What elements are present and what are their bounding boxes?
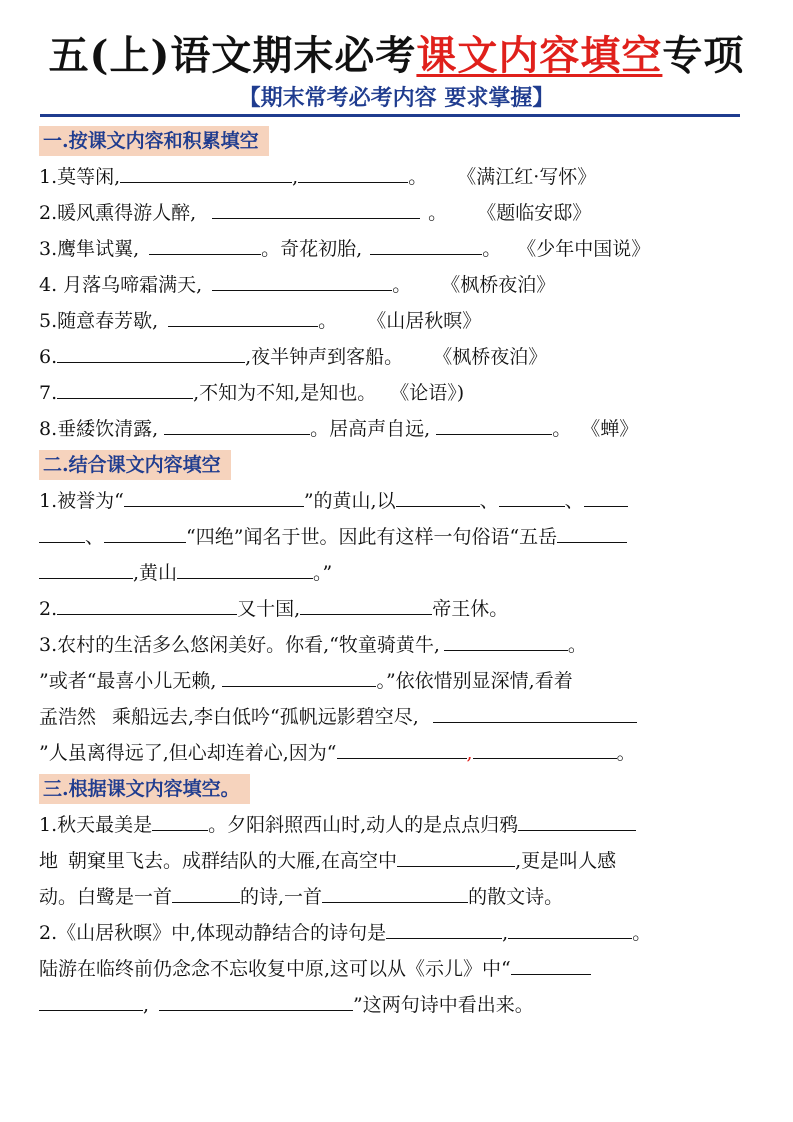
question-text: ,更是叫人感 [515, 850, 617, 872]
answer-blank[interactable] [518, 812, 636, 831]
question-text: , [502, 922, 509, 944]
question-line [39, 848, 616, 874]
question-line [39, 920, 651, 946]
question-text: 。夕阳斜照西山时,动人的是点点归鸦 [208, 814, 519, 836]
answer-blank[interactable] [508, 920, 632, 939]
question-text: 。 [408, 166, 428, 188]
answer-blank[interactable] [337, 740, 467, 759]
answer-blank[interactable] [120, 164, 292, 183]
answer-blank[interactable] [300, 596, 432, 615]
question-text: 2. [39, 598, 58, 620]
answer-blank[interactable] [397, 848, 515, 867]
question-line [39, 416, 638, 442]
answer-blank[interactable] [152, 812, 208, 831]
question-text: ”这两句诗中看出来。 [353, 994, 534, 1016]
question-text: 陆游在临终前仍念念不忘收复中原,这可以从《示儿》中“ [39, 958, 511, 980]
question-line [39, 992, 534, 1018]
question-line [39, 740, 636, 766]
source-title: 《山居秋暝》 [367, 310, 482, 332]
title-highlight: 课文内容填空 [416, 32, 663, 79]
question-text: 帝王休。 [432, 598, 509, 620]
answer-blank[interactable] [444, 632, 568, 651]
question-text: ”或者“最喜小儿无赖, [39, 670, 217, 692]
answer-blank[interactable] [39, 524, 85, 543]
answer-blank[interactable] [370, 236, 482, 255]
question-text: ,夜半钟声到客船。 [245, 346, 404, 368]
answer-blank[interactable] [57, 344, 245, 363]
question-line [39, 596, 508, 622]
question-line [39, 632, 587, 658]
question-line [39, 200, 591, 226]
answer-blank[interactable] [149, 236, 261, 255]
question-text: 。 [428, 202, 448, 224]
answer-blank[interactable] [436, 416, 552, 435]
question-line [39, 884, 563, 910]
answer-blank[interactable] [212, 272, 392, 291]
title-divider [40, 114, 740, 117]
answer-blank[interactable] [39, 992, 143, 1011]
question-text: “四绝”闻名于世。因此有这样一句俗语“五岳 [186, 526, 558, 548]
question-text: 。 [318, 310, 338, 332]
question-text: 孟浩然 [39, 706, 97, 728]
question-text: 又十国, [237, 598, 301, 620]
answer-blank[interactable] [298, 164, 408, 183]
page-title [0, 30, 793, 82]
question-text: 、 [85, 526, 105, 548]
answer-blank[interactable] [177, 560, 313, 579]
answer-blank[interactable] [557, 524, 627, 543]
page-subtitle: 【期末常考必考内容 要求掌握】 [238, 85, 555, 111]
question-text: 。 [567, 634, 587, 656]
question-text: 。 [616, 742, 636, 764]
answer-blank[interactable] [386, 920, 502, 939]
source-title: 《满江红·写怀》 [457, 166, 597, 188]
answer-blank[interactable] [159, 992, 353, 1011]
question-text: , [292, 166, 299, 188]
question-text: 乘船远去,李白低吟“孤帆远影碧空尽, [112, 706, 419, 728]
question-line [39, 524, 627, 550]
question-text: 5.随意春芳歇, [39, 310, 159, 332]
section-heading-2: 二.结合课文内容填空 [39, 450, 231, 480]
answer-blank[interactable] [164, 416, 310, 435]
answer-blank[interactable] [57, 380, 193, 399]
question-line [39, 560, 332, 586]
question-text: 动。白鹭是一首 [39, 886, 173, 908]
question-line [39, 380, 464, 406]
question-text: 、 [564, 490, 584, 512]
section-heading-1: 一.按课文内容和积累填空 [39, 126, 269, 156]
answer-blank[interactable] [473, 740, 617, 759]
question-text: 。 [552, 418, 572, 440]
question-line [39, 164, 596, 190]
answer-blank[interactable] [124, 488, 304, 507]
question-text: 3.鹰隼试翼, [39, 238, 140, 260]
question-text: 3.农村的生活多么悠闲美好。你看,“牧童骑黄牛, [39, 634, 440, 656]
question-text: 。” [313, 562, 333, 584]
answer-blank[interactable] [433, 704, 637, 723]
question-line [39, 956, 591, 982]
question-text: 2.暖风熏得游人醉, [39, 202, 197, 224]
source-title: 《枫桥夜泊》 [441, 274, 556, 296]
question-text: ”的黄山,以 [303, 490, 396, 512]
question-text: 7. [39, 382, 58, 404]
question-text: , [143, 994, 150, 1016]
source-title: 《论语》) [390, 382, 465, 404]
question-text: 地 [39, 850, 59, 872]
question-line [39, 308, 481, 334]
answer-blank[interactable] [104, 524, 186, 543]
question-line [39, 272, 555, 298]
question-line [39, 668, 573, 694]
answer-blank[interactable] [396, 488, 480, 507]
question-text: 2.《山居秋暝》中,体现动静结合的诗句是 [39, 922, 387, 944]
question-line [39, 488, 628, 514]
question-text: 、 [479, 490, 499, 512]
answer-blank[interactable] [212, 200, 420, 219]
question-line [39, 704, 637, 730]
question-text: 4. 月落乌啼霜满天, [39, 274, 203, 296]
question-text: ”人虽离得远了,但心却连着心,因为“ [39, 742, 337, 764]
question-text: 1.秋天最美是 [39, 814, 153, 836]
question-text: 。”依依惜别显深情,看着 [376, 670, 573, 692]
question-text: 6. [39, 346, 58, 368]
answer-blank[interactable] [39, 560, 133, 579]
answer-blank[interactable] [172, 884, 240, 903]
question-text: , [466, 742, 473, 764]
answer-blank[interactable] [499, 488, 565, 507]
answer-blank[interactable] [322, 884, 468, 903]
title-pre: 五(上)语文期末必考 [48, 32, 417, 79]
source-title: 《题临安邸》 [477, 202, 592, 224]
question-text: ,不知为不知,是知也。 [193, 382, 377, 404]
question-text: 1.莫等闲, [39, 166, 121, 188]
question-text: 。居高声自远, [310, 418, 431, 440]
question-line [39, 236, 650, 262]
source-title: 《枫桥夜泊》 [433, 346, 548, 368]
question-text: 1.被誉为“ [39, 490, 124, 512]
answer-blank[interactable] [584, 488, 628, 507]
question-text: 。 [392, 274, 412, 296]
question-text: 8.垂緌饮清露, [39, 418, 159, 440]
source-title: 《少年中国说》 [517, 238, 651, 260]
question-text: ,黄山 [133, 562, 178, 584]
question-line [39, 812, 636, 838]
answer-blank[interactable] [57, 596, 237, 615]
answer-blank[interactable] [222, 668, 376, 687]
source-title: 《蝉》 [581, 418, 639, 440]
question-text: 朝窠里飞去。成群结队的大雁,在高空中 [68, 850, 398, 872]
question-text: 。 [482, 238, 502, 260]
question-line [39, 344, 547, 370]
question-text: 的诗,一首 [240, 886, 323, 908]
question-text: 的散文诗。 [468, 886, 564, 908]
answer-blank[interactable] [511, 956, 591, 975]
question-text: 。 [632, 922, 652, 944]
answer-blank[interactable] [168, 308, 318, 327]
title-post: 专项 [662, 32, 745, 79]
question-text: 。奇花初胎, [261, 238, 363, 260]
section-heading-3: 三.根据课文内容填空。 [39, 774, 250, 804]
